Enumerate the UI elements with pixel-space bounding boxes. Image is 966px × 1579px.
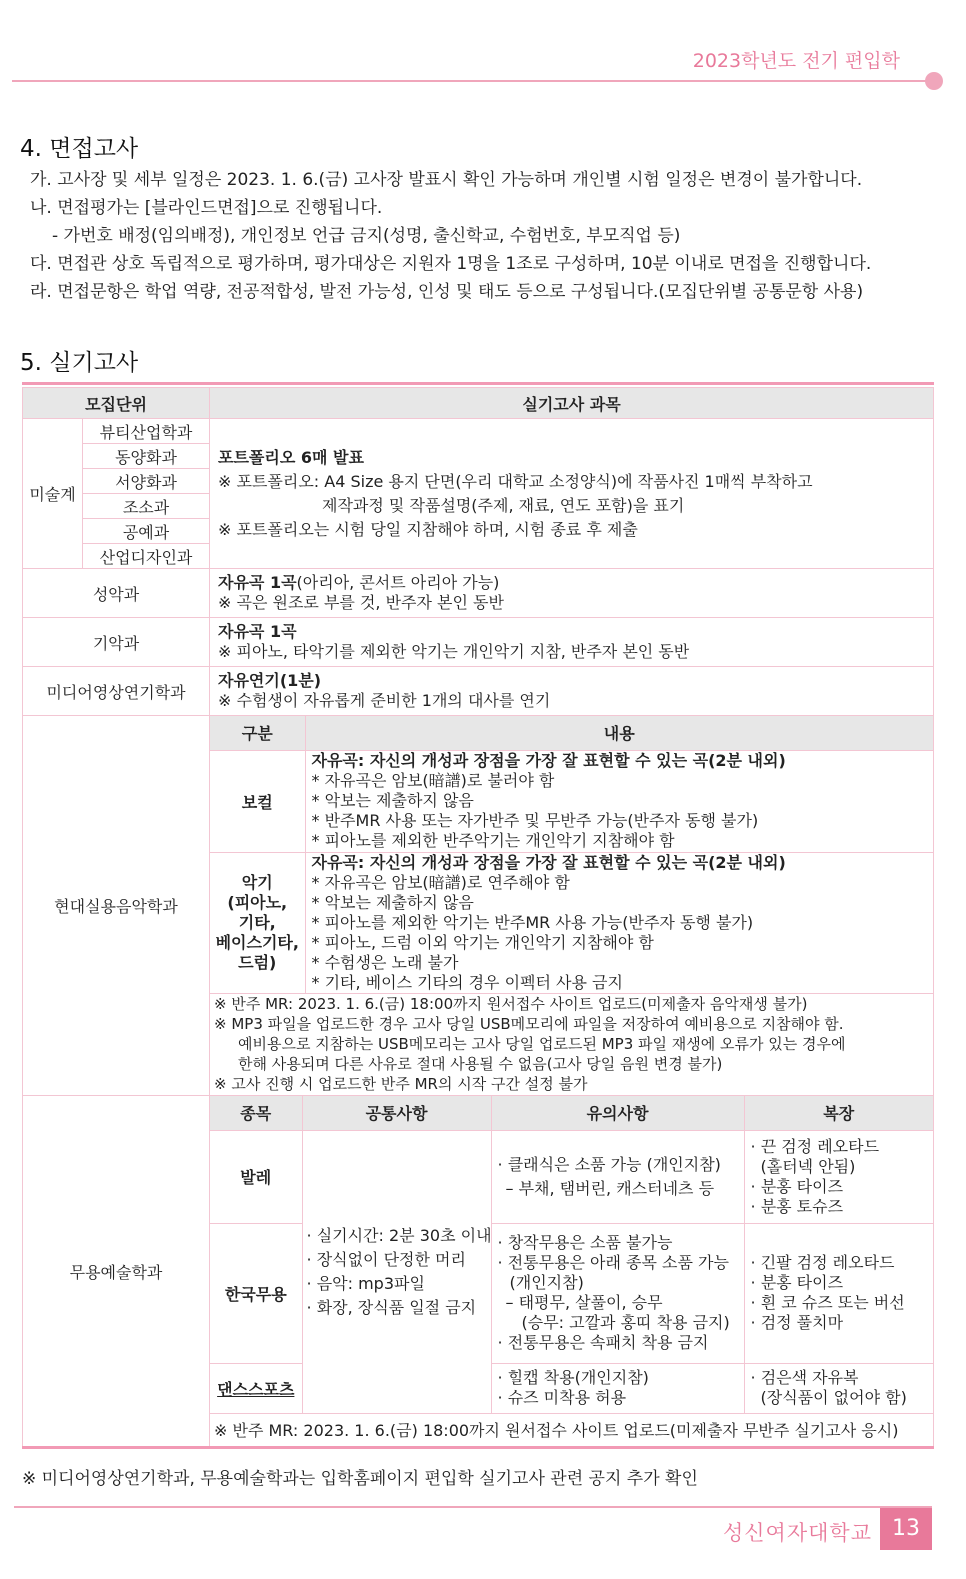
music-vocal-item: * 악보는 제출하지 않음 bbox=[311, 791, 474, 810]
dance-attire-item: · 분홍 타이즈 bbox=[750, 1273, 844, 1292]
dance-caution-item: · 전통무용은 속패치 착용 금지 bbox=[497, 1333, 709, 1352]
art-content bbox=[210, 419, 934, 569]
music-vocal-item: * 피아노를 제외한 반주악기는 개인악기 지참해야 함 bbox=[311, 831, 675, 850]
music-note: 한해 사용되며 다른 사유로 절대 사용될 수 없음(고사 당일 음원 변경 불가) bbox=[238, 1055, 723, 1074]
art-line: ※ 포트폴리오는 시험 당일 지참해야 하며, 시험 종료 후 제출 bbox=[218, 519, 638, 539]
music-vocal-content bbox=[305, 750, 933, 852]
instrument-note: ※ 피아노, 타악기를 제외한 악기는 개인악기 지참, 반주자 본인 동반 bbox=[218, 642, 690, 661]
music-vocal-item: * 자유곡은 암보(暗譜)로 불러야 함 bbox=[311, 771, 555, 790]
music-note: ※ MP3 파일을 업로드한 경우 고사 당일 USB메모리에 파일을 저장하여 예비용으로 지참해야 함. bbox=[214, 1015, 844, 1034]
dance-ballet-caution bbox=[491, 1130, 744, 1223]
dance-content bbox=[210, 1096, 934, 1447]
vocal-note: ※ 곡은 원조로 부를 것, 반주자 본인 동반 bbox=[218, 593, 504, 612]
dance-common bbox=[302, 1130, 491, 1413]
footnote: ※ 미디어영상연기학과, 무용예술학과는 입학홈페이지 편입학 실기고사 관련 공지 추가 확인 bbox=[22, 1469, 698, 1489]
dance-attire-item: · 검은색 자유복 bbox=[750, 1368, 859, 1387]
dance-note: ※ 반주 MR: 2023. 1. 6.(금) 18:00까지 원서접수 사이트 업로드(미제출자 무반주 실기고사 응시) bbox=[214, 1421, 899, 1441]
interview-line: 가. 고사장 및 세부 일정은 2023. 1. 6.(금) 고사장 발표시 확인 가능하며 개인별 시험 일정은 변경이 불가합니다. bbox=[30, 170, 863, 190]
dance-attire-item: · 끈 검정 레오타드 bbox=[750, 1136, 880, 1156]
instrument-title: 자유곡 1곡 bbox=[218, 622, 297, 641]
dance-caution-item: · 슈즈 미착용 허용 bbox=[497, 1388, 627, 1407]
art-dept: 서양화과 bbox=[83, 469, 210, 494]
music-inst-label-line: 기타, bbox=[238, 912, 276, 932]
dance-common-item: · 장식없이 단정한 머리 bbox=[306, 1249, 466, 1269]
media-note: ※ 수험생이 자유롭게 준비한 1개의 대사를 연기 bbox=[218, 691, 551, 710]
music-content bbox=[210, 716, 934, 1096]
art-dept: 뷰티산업학과 bbox=[83, 419, 210, 444]
dance-attire-item: (홀터넥 안됨) bbox=[760, 1156, 856, 1176]
col-header-subject: 실기고사 과목 bbox=[210, 388, 934, 419]
vocal-dept: 성악과 bbox=[23, 569, 210, 618]
music-inst-item: * 수험생은 노래 불가 bbox=[311, 952, 459, 972]
dance-common-item: · 실기시간: 2분 30초 이내 bbox=[306, 1225, 492, 1245]
music-inst-label bbox=[210, 852, 305, 993]
dance-subtable bbox=[210, 1096, 933, 1446]
dance-caution-item: (승무: 고깔과 홍띠 착용 금지) bbox=[521, 1313, 730, 1332]
music-note: ※ 고사 진행 시 업로드한 반주 MR의 시작 구간 설정 불가 bbox=[214, 1075, 588, 1094]
table-top-bar bbox=[22, 382, 934, 385]
music-inst-title: 자유곡: 자신의 개성과 장점을 가장 잘 표현할 수 있는 곡(2분 내외) bbox=[311, 852, 786, 872]
music-notes bbox=[210, 993, 933, 1095]
instrument-dept: 기악과 bbox=[23, 618, 210, 667]
music-subtable bbox=[210, 716, 933, 1095]
dance-sport-label: 댄스스포츠 bbox=[210, 1363, 302, 1413]
art-title: 포트폴리오 6매 발표 bbox=[218, 447, 364, 467]
music-inst-item: * 피아노, 드럼 이외 악기는 개인악기 지참해야 함 bbox=[311, 932, 654, 952]
music-inst-label-line: 드럼) bbox=[238, 952, 277, 972]
dance-sport-attire bbox=[744, 1363, 933, 1413]
dance-attire-item: (장식품이 없어야 함) bbox=[760, 1388, 907, 1407]
dance-attire-item: · 분홍 타이즈 bbox=[750, 1176, 844, 1196]
dance-col-caution: 유의사항 bbox=[491, 1096, 744, 1130]
music-note: 예비용으로 지참하는 USB메모리는 고사 당일 업로드된 MP3 파일 재생에 오류가 있는 경우에 bbox=[238, 1035, 846, 1054]
interview-line: - 가번호 배정(임의배정), 개인정보 언급 금지(성명, 출신학교, 수험번호, 부모직업 등) bbox=[52, 226, 681, 246]
dance-caution-item: · 클래식은 소품 가능 (개인지참) bbox=[497, 1154, 721, 1174]
music-inst-item: * 피아노를 제외한 악기는 반주MR 사용 가능(반주자 동행 불가) bbox=[311, 912, 754, 932]
music-inst-label-line: 악기 bbox=[241, 872, 273, 892]
practical-exam-table bbox=[22, 387, 934, 1447]
instrument-content bbox=[210, 618, 934, 667]
dance-korean-label: 한국무용 bbox=[210, 1223, 302, 1363]
dance-attire-item: · 검정 풀치마 bbox=[750, 1313, 844, 1332]
dance-caution-item: · 창작무용은 소품 불가능 bbox=[497, 1233, 673, 1252]
music-inst-item: * 기타, 베이스 기타의 경우 이펙터 사용 금지 bbox=[311, 972, 623, 992]
art-dept: 산업디자인과 bbox=[83, 544, 210, 569]
dance-col-common: 공통사항 bbox=[302, 1096, 491, 1130]
dance-caution-item: – 부채, 탬버린, 캐스터네츠 등 bbox=[505, 1178, 715, 1198]
music-vocal-label: 보컬 bbox=[210, 750, 305, 852]
music-inst-content bbox=[305, 852, 933, 993]
art-line: 제작과정 및 작품설명(주제, 재료, 연도 포함)을 표기 bbox=[322, 495, 685, 515]
page-number: 13 bbox=[880, 1508, 932, 1550]
col-header-unit: 모집단위 bbox=[23, 388, 210, 419]
vocal-title: 자유곡 1곡 bbox=[218, 573, 297, 592]
music-vocal-title: 자유곡: 자신의 개성과 장점을 가장 잘 표현할 수 있는 곡(2분 내외) bbox=[311, 751, 786, 770]
interview-line: 나. 면접평가는 [블라인드면접]으로 진행됩니다. bbox=[30, 198, 383, 218]
music-inst-item: * 자유곡은 암보(暗譜)로 연주해야 함 bbox=[311, 872, 570, 892]
music-col-content: 내용 bbox=[305, 716, 933, 750]
art-group-label: 미술계 bbox=[23, 419, 83, 569]
interview-heading: 4. 면접고사 bbox=[20, 136, 139, 162]
dance-sport-caution bbox=[491, 1363, 744, 1413]
footer-school-name: 성신여자대학교 bbox=[722, 1521, 872, 1545]
art-dept: 동양화과 bbox=[83, 444, 210, 469]
dance-caution-item: · 힐캡 착용(개인지참) bbox=[497, 1368, 649, 1387]
vocal-title-rest: (아리아, 콘서트 아리아 가능) bbox=[296, 573, 500, 592]
dance-attire-item: · 흰 코 슈즈 또는 버선 bbox=[750, 1293, 905, 1312]
music-vocal-item: * 반주MR 사용 또는 자가반주 및 무반주 가능(반주자 동행 불가) bbox=[311, 811, 759, 830]
dance-attire-item: · 긴팔 검정 레오타드 bbox=[750, 1253, 895, 1272]
interview-line: 라. 면접문항은 학업 역량, 전공적합성, 발전 가능성, 인성 및 태도 등으로 구성됩니다.(모집단위별 공통문항 사용) bbox=[30, 282, 864, 302]
dance-common-item: · 화장, 장식품 일절 금지 bbox=[306, 1297, 477, 1317]
interview-body bbox=[30, 166, 930, 306]
dance-ballet-label: 발레 bbox=[210, 1130, 302, 1223]
dance-caution-item: – 태평무, 살풀이, 승무 bbox=[505, 1293, 663, 1312]
dance-korean-caution bbox=[491, 1223, 744, 1363]
footer-divider bbox=[14, 1506, 932, 1508]
music-inst-item: * 악보는 제출하지 않음 bbox=[311, 892, 474, 912]
dance-attire-item: · 분홍 토슈즈 bbox=[750, 1196, 844, 1216]
dance-dept: 무용예술학과 bbox=[23, 1096, 210, 1447]
art-dept: 조소과 bbox=[83, 494, 210, 519]
vocal-content bbox=[210, 569, 934, 618]
header-divider bbox=[12, 80, 930, 82]
media-title: 자유연기(1분) bbox=[218, 671, 322, 690]
art-line: ※ 포트폴리오: A4 Size 용지 단면(우리 대학교 소정양식)에 작품사진 1매씩 부착하고 bbox=[218, 471, 813, 491]
dance-ballet-attire bbox=[744, 1130, 933, 1223]
art-dept: 공예과 bbox=[83, 519, 210, 544]
interview-line: 다. 면접관 상호 독립적으로 평가하며, 평가대상은 지원자 1명을 1조로 구성하며, 10분 이내로 면접을 진행합니다. bbox=[30, 254, 872, 274]
media-dept: 미디어영상연기학과 bbox=[23, 667, 210, 716]
music-inst-label-line: 베이스기타, bbox=[215, 932, 299, 952]
dance-korean-attire bbox=[744, 1223, 933, 1363]
music-dept: 현대실용음악학과 bbox=[23, 716, 210, 1096]
dance-caution-item: · 전통무용은 아래 종목 소품 가능 bbox=[497, 1253, 729, 1272]
dance-col-attire: 복장 bbox=[744, 1096, 933, 1130]
media-content bbox=[210, 667, 934, 716]
page-header-title: 2023학년도 전기 편입학 bbox=[692, 50, 900, 72]
dance-common-item: · 음악: mp3파일 bbox=[306, 1273, 425, 1293]
dance-caution-item: (개인지참) bbox=[509, 1273, 584, 1292]
table-bottom-bar bbox=[22, 1446, 934, 1449]
practical-heading: 5. 실기고사 bbox=[20, 350, 139, 376]
music-inst-label-line: (피아노, bbox=[227, 892, 288, 912]
header-dot bbox=[925, 72, 943, 90]
music-note: ※ 반주 MR: 2023. 1. 6.(금) 18:00까지 원서접수 사이트 업로드(미제출자 음악재생 불가) bbox=[214, 995, 808, 1014]
music-col-kind: 구분 bbox=[210, 716, 305, 750]
dance-col-event: 종목 bbox=[210, 1096, 302, 1130]
